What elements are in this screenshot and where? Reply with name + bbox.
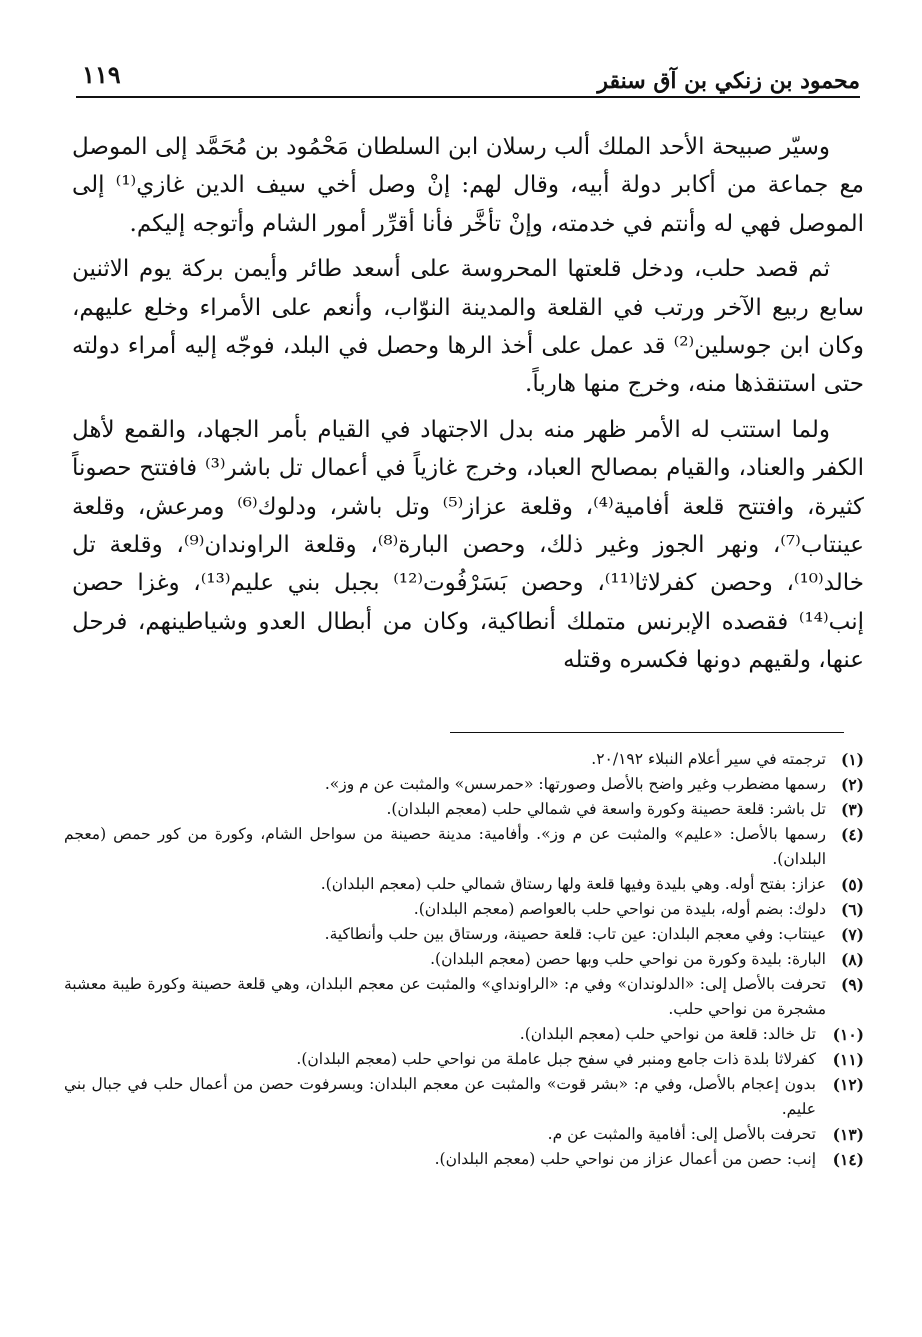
footnote-text: عينتاب: وفي معجم البلدان: عين تاب: قلعة حصينة، ورستاق بين حلب وأنطاكية. bbox=[324, 925, 826, 943]
footnote bbox=[64, 797, 864, 822]
footnote-number: (٩) bbox=[840, 975, 864, 994]
footnote-number: (٣) bbox=[840, 800, 864, 819]
footnote-number: (٨) bbox=[840, 950, 864, 969]
footnote bbox=[64, 1147, 864, 1172]
footnote bbox=[64, 1122, 864, 1147]
footnote-text: كفرلاثا بلدة ذات جامع ومنبر في سفح جبل عاملة من نواحي حلب (معجم البلدان). bbox=[296, 1050, 816, 1068]
footnote-number: (٥) bbox=[840, 875, 864, 894]
footnote bbox=[64, 872, 864, 897]
footnote-rule bbox=[450, 732, 844, 733]
footnote-number: (١١) bbox=[832, 1050, 864, 1069]
footnote bbox=[64, 747, 864, 772]
footnote-text: رسمها مضطرب وغير واضح بالأصل وصورتها: «حمرسس» والمثبت عن م وز». bbox=[324, 775, 826, 793]
footnote bbox=[64, 1047, 864, 1072]
footnote-number: (١٤) bbox=[832, 1150, 864, 1169]
footnote-text: دلوك: بضم أوله، بليدة من نواحي حلب بالعواصم (معجم البلدان). bbox=[413, 900, 826, 918]
footnote-number: (٦) bbox=[840, 900, 864, 919]
footnote-number: (١٢) bbox=[832, 1075, 864, 1094]
footnote bbox=[64, 922, 864, 947]
paragraph: ولما استتب له الأمر ظهر منه بدل الاجتهاد في القيام بأمر الجهاد، والقمع لأهل الكفر والعناد، والقيام بمصالح العباد، وخرج غازياً في أعمال تل باشر⁽³⁾ فافتتح حصوناً كثيرة، وافتتح قلعة أفامية⁽⁴⁾، وقلعة عزاز⁽⁵⁾ وتل باشر، ودلوك⁽⁶⁾ ومرعش، وقلعة عينتاب⁽⁷⁾، ونهر الجوز وغير ذلك، وحصن البارة⁽⁸⁾، وقلعة الراوندان⁽⁹⁾، وقلعة تل خالد⁽¹⁰⁾، وحصن كفرلاثا⁽¹¹⁾، وحصن بَسَرْفُوت⁽¹²⁾ بجبل بني عليم⁽¹³⁾، وغزا حصن إنب⁽¹⁴⁾ فقصده الإبرنس متملك أنطاكية، وكان من أبطال العدو وشياطينهم، فرحل عنها، ولقيهم دونها فكسره وقتله bbox=[72, 416, 864, 674]
footnote-text: ترجمته في سير أعلام النبلاء ٢٠/١٩٢. bbox=[591, 750, 826, 768]
footnotes bbox=[64, 747, 864, 1172]
footnote-number: (١) bbox=[840, 750, 864, 769]
paragraph: وسيّر صبيحة الأحد الملك ألب رسلان ابن السلطان مَحْمُود بن مُحَمَّد إلى الموصل مع جماعة من أكابر دولة أبيه، وقال لهم: إنْ وصل أخي سيف الدين غازي⁽¹⁾ إلى الموصل فهي له وأنتم في خدمته، وإنْ تأخَّر فأنا أقرِّر أمور الشام وأتوجه إليكم. bbox=[72, 134, 865, 237]
page-header bbox=[76, 60, 860, 98]
footnote-number: (٤) bbox=[840, 825, 864, 844]
footnote-text: بدون إعجام بالأصل، وفي م: «بشر قوت» والمثبت عن معجم البلدان: وبسرفوت حصن من أعمال حلب في جبال بني عليم. bbox=[64, 1075, 816, 1118]
footnote-number: (١٠) bbox=[832, 1025, 864, 1044]
footnote-number: (١٣) bbox=[832, 1125, 864, 1144]
footnote-text: تحرفت بالأصل إلى: أفامية والمثبت عن م. bbox=[547, 1125, 816, 1143]
header-rule bbox=[76, 96, 860, 98]
footnote-number: (٢) bbox=[840, 775, 864, 794]
running-title: محمود بن زنكي بن آق سنقر bbox=[597, 68, 860, 94]
paragraph: ثم قصد حلب، ودخل قلعتها المحروسة على أسعد طائر وأيمن بركة يوم الاثنين سابع ربيع الآخر ورتب في القلعة والمدينة النوّاب، وأنعم على الأمراء وخلع عليهم، وكان ابن جوسلين⁽²⁾ قد عمل على أخذ الرها وحصل في البلد، فوجّه إليه أمراء دولته حتى استنقذها منه، وخرج منها هارباً. bbox=[72, 256, 864, 398]
footnote-text: عزاز: بفتح أوله. وهي بليدة وفيها قلعة ولها رستاق شمالي حلب (معجم البلدان). bbox=[320, 875, 826, 893]
main-text bbox=[72, 128, 864, 680]
footnote-number: (٧) bbox=[840, 925, 864, 944]
footnote bbox=[64, 822, 864, 872]
footnote bbox=[64, 1072, 864, 1122]
footnote-text: إنب: حصن من أعمال عزاز من نواحي حلب (معجم البلدان). bbox=[434, 1150, 816, 1168]
footnote-text: تل خالد: قلعة من نواحي حلب (معجم البلدان). bbox=[519, 1025, 816, 1043]
footnote bbox=[64, 772, 864, 797]
footnote-text: تل باشر: قلعة حصينة وكورة واسعة في شمالي حلب (معجم البلدان). bbox=[386, 800, 826, 818]
page-number: ١١٩ bbox=[82, 60, 121, 89]
footnote bbox=[64, 1022, 864, 1047]
footnote-text: رسمها بالأصل: «عليم» والمثبت عن م وز». وأفامية: مدينة حصينة من سواحل الشام، وكورة من كور حمص (معجم البلدان). bbox=[64, 825, 826, 868]
footnote-text: تحرفت بالأصل إلى: «الدلوندان» وفي م: «الراونداي» والمثبت عن معجم البلدان، وهي قلعة حصينة وكورة طيبة معشبة مشجرة من نواحي حلب. bbox=[64, 975, 826, 1018]
footnote bbox=[64, 947, 864, 972]
footnote bbox=[64, 972, 864, 1022]
footnote bbox=[64, 897, 864, 922]
footnote-text: البارة: بليدة وكورة من نواحي حلب وبها حصن (معجم البلدان). bbox=[430, 950, 826, 968]
